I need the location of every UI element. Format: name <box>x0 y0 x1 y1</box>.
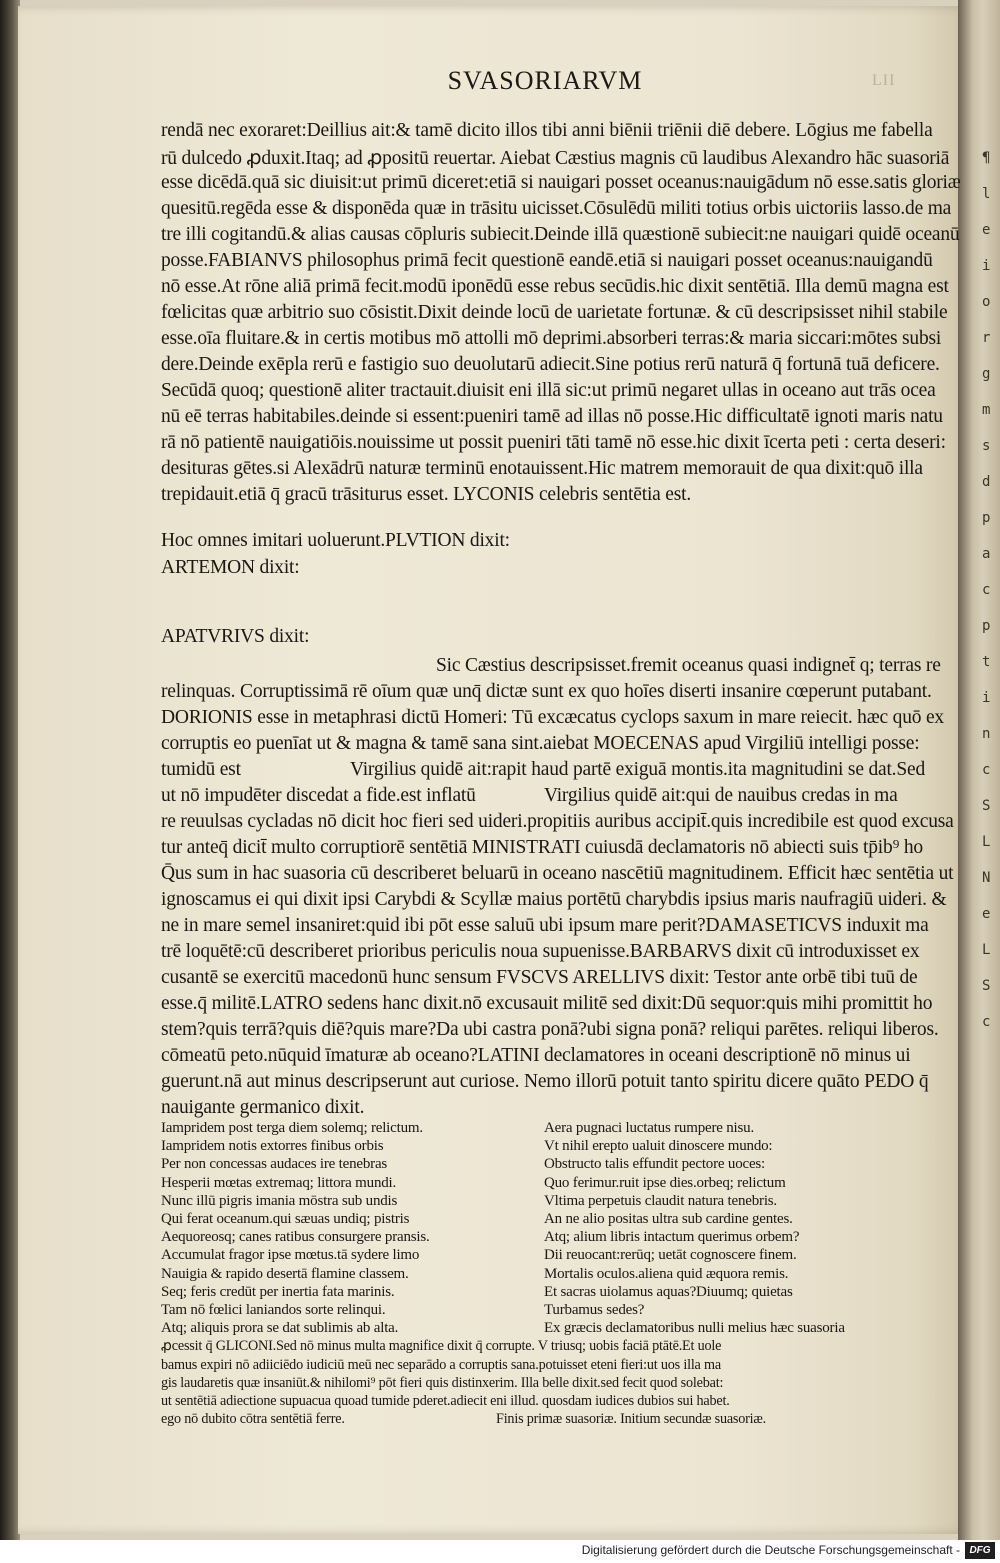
text-line: esse.oīa fluitare.& in certis motibus mō attolli mō deprimi.absorberi terras:& maria siccari:mōtes subsi <box>161 328 942 349</box>
text-line: fœlicitas quæ arbitrio suo cōsistit.Dixit deinde locū de uarietate fortunæ. & cū descripsisset nihil stabile <box>161 302 948 323</box>
text-line: esse.q̄ militē.LATRO sedens hanc dixit.nō excusauit militē sed dixit:Dū sequor:quis mihi promittit ho <box>161 993 933 1014</box>
text-line: tur anteq̄ dicit̄ multo corruptiorē sentētiā MINISTRATI cuiusdā declamatoris nō abiecti suis tp̄ib⁹ ho <box>161 837 923 858</box>
verse-line-left: Accumulat fragor ipse mœtus.tā sydere limo <box>161 1247 420 1264</box>
speaker-line: ARTEMON dixit: <box>161 557 300 578</box>
text-line: corruptis eo puenīat ut & magna & tamē sana sint.aiebat MOECENAS apud Virgiliū intelligi posse: <box>161 733 920 754</box>
text-line: nō esse.At rōne aliā primā fecit.modū iponēdū esse rebus secūdis.hic dixit sentētiā. Illa demū magna est <box>161 276 949 297</box>
facing-page-text-fragment: ¶ l e i o r g m s d p a c p t i n c S L N e L S c <box>982 150 990 1030</box>
text-line: gis laudaretis quæ insaniūt.& nihilomi⁹ pōt fieri quis distinxerim. Illa belle dixit.sed fecit quod solebat: <box>161 1374 724 1391</box>
verse-line-right: Dii reuocant:rerūq; uetāt cognoscere finem. <box>544 1247 797 1264</box>
text-line: esse dicēdā.quā sic diuisit:ut primū diceret:etiā si nauigari posset oceanus:nauigādum nō esse.satis gloriæ <box>161 172 961 193</box>
text-line: trepidauit.etiā q̄ gracū trāsiturus esset. LYCONIS celebris sentētia est. <box>161 484 692 505</box>
verse-line-left: Atq; aliquis prora se dat sublimis ab alta. <box>161 1320 399 1337</box>
verse-line-left: Aequoreosq; canes ratibus consurgere pransis. <box>161 1229 430 1246</box>
text-line: rū dulcedo ꝓduxit.Itaq; ad ꝓpositū reuertar. Aiebat Cæstius magnis cū laudibus Alexandro hāc suasoriā <box>161 148 950 169</box>
verse-line-right: An ne alio positas ultra sub cardine gentes. <box>544 1211 793 1227</box>
verse-line-right: Vltima perpetuis claudit natura tenebris. <box>544 1192 777 1209</box>
verse-line-left: Per non concessas audaces ire tenebras <box>161 1156 388 1173</box>
text-line: rā nō patientē nauigatiōis.nouissime ut possit pueniri tāti tamē nō esse.hic dixit īcerta peti : certa deseri: <box>161 432 946 453</box>
text-line: relinquas. Corruptissimā rē oīum quæ unq̄ dictæ sunt ex quo hoīes diserti insanire cœperunt putabant. <box>161 681 932 702</box>
verse-line-left: Qui ferat oceanum.qui sæuas undiq; pistris <box>161 1211 410 1227</box>
speaker-line: Hoc omnes imitari uoluerunt.PLVTION dixit: <box>161 530 510 551</box>
verse-line-right: Obstructo talis effundit pectore uoces: <box>544 1156 766 1173</box>
digitization-notice: Digitalisierung gefördert durch die Deutsche Forschungsgemeinschaft - <box>581 1543 960 1557</box>
text-line: cusantē se exercitū macedonū hunc sensum FVSCVS ARELLIVS dixit: Testor ante orbē tibi tuū de <box>161 967 918 988</box>
text-line: Q̄us sum in hac suasoria cū describeret beluarū in oceano nascētiū magnitudinem. Efficit hæc sentētia ut <box>161 863 954 884</box>
verse-line-right: Quo ferimur.ruit ipse dies.orbeq; relictum <box>544 1174 786 1191</box>
text-line: Sic Cæstius descripsisset.fremit oceanus quasi indignet̄ q; terras re <box>436 655 941 676</box>
text-line: desituras gētes.si Alexādrū naturæ terminū enotauissent.Hic matrem memorauit de qua dixit:quō illa <box>161 458 923 479</box>
text-line: posse.FABIANVS philosophus primā fecit questionē eandē.etiā si nauigari posset oceanus:nauigandū <box>161 250 933 271</box>
verse-line-right: Ex græcis declamatoribus nulli melius hæc suasoria <box>544 1320 845 1337</box>
verse-line-left: Hesperii mœtas extremaq; littora mundi. <box>161 1174 397 1191</box>
text-line: Secūdā quoq; questionē aliter tractauit.diuisit eni illā sic:ut primū negaret ullas in oceano aut trās ocea <box>161 380 936 401</box>
text-line: cōmeatū peto.nūquid īmaturæ ab oceano?LATINI declamatores in oceani descriptionē nō minus ui <box>161 1045 911 1066</box>
text-line: rendā nec exoraret:Deillius ait:& tamē dicito illos tibi anni biēnii triēnii diē debere. Lōgius me fabella <box>161 120 933 141</box>
text-line: tumidū est <box>161 759 241 780</box>
text-line: ignoscamus ei qui dixit ipsi Carybdi & Scyllæ maius portētū charybdis ipsius maris naufragiū uideri. & <box>161 889 947 910</box>
verse-line-left: Iampridem post terga diem solemq; relictum. <box>161 1120 423 1136</box>
verse-line-right: Et sacras uiolamus aquas?Diuumq; quietas <box>544 1283 793 1300</box>
text-line: Virgilius quidē ait:rapit haud partē exiguā montis.ita magnitudini se dat.Sed <box>350 759 925 780</box>
verse-line-right: Atq; alium libris intactum querimus orbem? <box>544 1229 800 1246</box>
verse-line-left: Seq; feris credūt per inertia fata marinis. <box>161 1283 395 1300</box>
text-line: quesitū.regēda esse & disponēda quæ in trāsitu uicisset.Cōsulēdū militi totius orbis uictoriis lasso.de ma <box>161 198 952 219</box>
text-line: trē loquētē:cū describeret prioribus periculis noua supuenisse.BARBARVS dixit cū introduxisset ex <box>161 941 920 962</box>
text-line: nū eē terras habitabiles.deinde si essent:pueniri tamē ad illas nō posse.Hic difficultatē ignoti maris natu <box>161 406 943 427</box>
verse-line-right: Mortalis oculos.aliena quid æquora remis. <box>544 1265 789 1282</box>
verse-line-right: Vt nihil erepto ualuit dinoscere mundo: <box>544 1138 773 1155</box>
text-line: ut sentētiā adiectione supuacua quoad tumide pderet.adiecit eni illud. quosdam iudices dubios sui habet. <box>161 1393 730 1409</box>
text-line: ꝓcessit q̄ GLICONI.Sed nō minus multa magnifice dixit q̄ corrupte. V triusq; uobis faciā ptātē.Et uole <box>161 1338 722 1355</box>
text-line: ne in mare semel insaniret:quid ibi pōt esse saluū ubi ipsum mare perit?DAMASETICVS induxit ma <box>161 915 929 936</box>
text-line: tre illi cogitandū.& alias causas cōpluris subiecit.Deinde illā quæstionē subiecit:ne nauigari quidē oceanū <box>161 224 960 245</box>
text-line: bamus expiri nō adiiciēdo iudiciū meū nec separādo a corruptis sana.potuisset eteni fieri:ut uos illa ma <box>161 1356 721 1373</box>
text-line: Virgilius quidē ait:qui de nauibus credas in ma <box>544 785 898 806</box>
verse-line-left: Iampridem notis extorres finibus orbis <box>161 1138 384 1155</box>
dfg-logo: DFG <box>965 1542 995 1559</box>
text-line: ut nō impudēter discedat a fide.est inflatū <box>161 785 476 806</box>
text-line: guerunt.nā aut minus descripserunt aut curiose. Nemo illorū potuit tanto spiritu dicere quāto PEDO q̄ <box>161 1071 929 1092</box>
verse-line-right: Aera pugnaci luctatus rumpere nisu. <box>544 1120 755 1136</box>
text-line: DORIONIS esse in metaphrasi dictū Homeri: Tū excæcatus cyclops saxum in mare reiecit. hæc quō ex <box>161 707 944 728</box>
corner-mark: LII <box>872 72 896 89</box>
verse-line-left: Tam nō fœlici laniandos sorte relinqui. <box>161 1302 386 1318</box>
book-left-edge <box>0 0 20 1563</box>
text-line: ego nō dubito cōtra sentētiā ferre. <box>161 1411 345 1428</box>
text-line: re reuulsas cycladas nō dicit hoc fieri sed uideri.propitiis auribus accipit̄.quis incredibile est quod excusa <box>161 811 954 832</box>
text-line: dere.Deinde exēpla rerū e fastigio suo deuolutarū adiecit.Sine potius rerū naturā q̄ fortunā tuā deficere. <box>161 354 940 375</box>
text-line: stem?quis terrā?quis diē?quis mare?Da ubi castra ponā?ubi signa ponā? reliqui parētes. reliqui liberos. <box>161 1019 939 1040</box>
speaker-line: APATVRIVS dixit: <box>161 626 310 647</box>
section-heading: Finis primæ suasoriæ. Initium secundæ suasoriæ. <box>496 1411 767 1428</box>
verse-line-right: Turbamus sedes? <box>544 1302 645 1318</box>
verse-line-left: Nunc illū pigris imania mōstra sub undis <box>161 1192 398 1209</box>
running-title: SVASORIARVM <box>447 66 643 95</box>
verse-line-left: Nauigia & rapido desertā flamine classem. <box>161 1265 409 1282</box>
text-line: nauigante germanico dixit. <box>161 1097 365 1118</box>
